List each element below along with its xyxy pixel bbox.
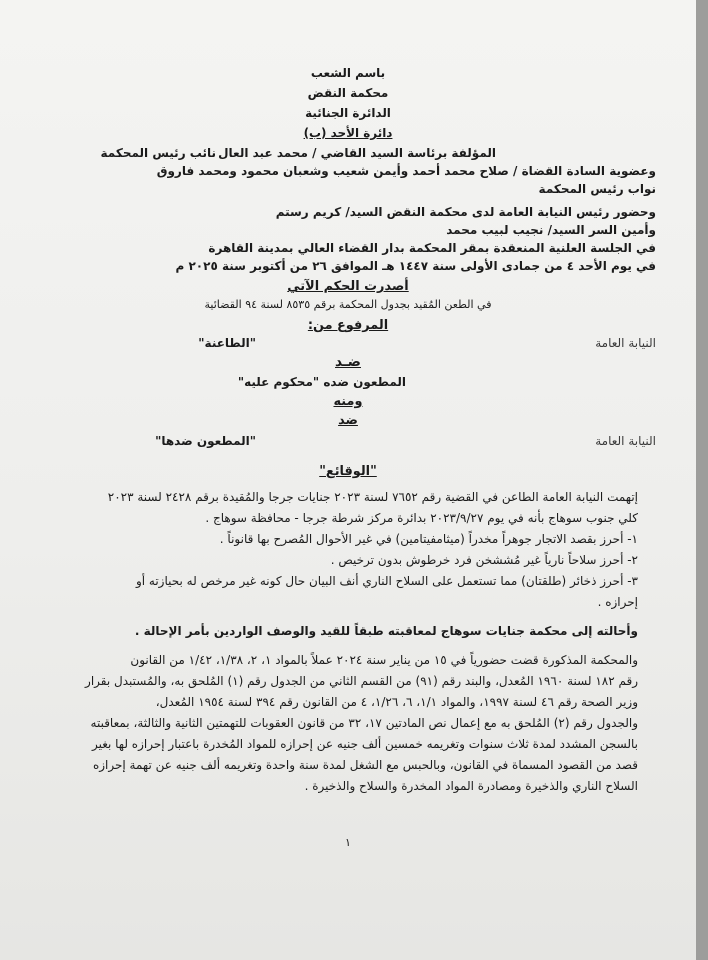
- judgment-line-1: والمحكمة المذكورة قضت حضورياً في ١٥ من يناير سنة ٢٠٢٤ عملاً بالمواد ١، ٢، ١/٣٨، ١/٤٢ من القانون: [130, 653, 638, 667]
- charge-2: ٢- أحرز سلاحاً نارياً غير مُششخن فرد خرطوش بدون ترخيص .: [330, 553, 638, 567]
- party-2-name: المطعون ضده "محكوم عليه": [237, 375, 406, 389]
- members-title: نواب رئيس المحكمة: [538, 182, 656, 196]
- facts-p1-line-1: إتهمت النيابة العامة الطاعن في القضية رقم ٧٦٥٢ لسنة ٢٠٢٣ جنايات جرجا والمُقيدة برقم ٢٤٢٨ لسنة ٢٠٢٣: [107, 490, 638, 504]
- prosecutor-line: وحضور رئيس النيابة العامة لدى محكمة النقض السيد/ كريم رستم: [275, 205, 656, 219]
- judgment-line-7: السلاح الناري والذخيرة ومصادرة المواد المخدرة والسلاح والذخيرة .: [304, 779, 638, 793]
- presiding-judge: المؤلفة برئاسة السيد القاضي / محمد عبد العال: [218, 146, 496, 160]
- party-1-name: النيابة العامة: [595, 336, 656, 350]
- session-line: في الجلسة العلنية المنعقدة بمقر المحكمة بدار القضاء العالي بمدينة القاهرة: [208, 241, 656, 255]
- judgment-line-4: والجدول رقم (٢) المُلحق به مع إعمال نص المادتين ١٧، ٣٢ من قانون العقوبات للتهمتين الثانية والثالثة، بمعاقبته: [90, 716, 638, 730]
- party-3-role: "المطعون ضدها": [155, 434, 256, 448]
- header-line-1: باسم الشعب: [310, 66, 386, 80]
- filed-by: المرفوع من:: [307, 318, 389, 333]
- charge-1: ١- أحرز بقصد الاتجار جوهراً مخدراً (ميثامفيتامين) في غير الأحوال المُصرح بها قانوناً .: [219, 532, 638, 546]
- referral-line: وأحالته إلى محكمة جنايات سوهاج لمعاقبته طبقاً للقيد والوصف الواردين بأمر الإحالة .: [134, 624, 638, 638]
- appeal-number: في الطعن المُقيد بجدول المحكمة برقم ٨٥٣٥ لسنة ٩٤ القضائية: [204, 298, 492, 311]
- page-edge-shadow: [696, 0, 708, 960]
- judgment-line-5: بالسجن المشدد لمدة ثلاث سنوات وتغريمه خمسين ألف جنيه عن إحرازه للمواد المُخدرة باعتبار إحرازه لها بغير: [91, 737, 638, 751]
- judgment-line-6: قصد من القصود المسماة في القانون، وبالحبس مع الشغل لمدة سنة واحدة وتغريمه ألف جنيه عن تهمة إحرازه: [92, 758, 638, 772]
- charge-3-line-2: إحرازه .: [597, 595, 638, 609]
- against-2: ضد: [338, 413, 358, 428]
- judgment-line-3: وزير الصحة رقم ٤٦ لسنة ١٩٩٧، والمواد ١/١، ٦، ١/٢٦، ٤ من القانون رقم ٣٩٤ لسنة ١٩٥٤ المُعدل،: [155, 695, 638, 709]
- page-number: ١: [345, 836, 351, 849]
- header-line-3: الدائرة الجنائية: [305, 106, 391, 120]
- panel-members: وعضوية السادة القضاة / صلاح محمد أحمد وأيمن شعيب وشعبان محمود ومحمد فاروق: [156, 164, 656, 178]
- ruling-heading: أصدرت الحكم الآتي: [287, 279, 409, 294]
- charge-3-line-1: ٣- أحرز ذخائر (طلقتان) مما تستعمل على السلاح الناري أنف البيان حال كونه غير مرخص له بحيازته أو: [135, 574, 638, 588]
- party-3-name: النيابة العامة: [595, 434, 656, 448]
- and-from: ومنه: [333, 394, 363, 409]
- secretary-line: وأمين السر السيد/ نجيب لبيب محمد: [446, 223, 656, 237]
- party-1-role: "الطاعنة": [198, 336, 256, 350]
- facts-heading: "الوقائع": [319, 464, 377, 479]
- judgment-line-2: رقم ١٨٢ لسنة ١٩٦٠ المُعدل، والبند رقم (٩١) من القسم الثاني من الجدول رقم (١) المُلحق به، والمُستبدل بقرار: [85, 674, 638, 688]
- header-line-2: محكمة النقض: [307, 86, 389, 100]
- session-date: في يوم الأحد ٤ من جمادى الأولى سنة ١٤٤٧ هـ الموافق ٢٦ من أكتوبر سنة ٢٠٢٥ م: [175, 259, 656, 273]
- header-line-4: دائرة الأحد (ب): [303, 126, 393, 140]
- against-1: ضـد: [335, 354, 361, 370]
- facts-p1-line-2: كلي جنوب سوهاج بأنه في يوم ٢٠٢٣/٩/٢٧ بدائرة مركز شرطة جرجا - محافظة سوهاج .: [205, 511, 638, 525]
- presiding-title: نائب رئيس المحكمة: [100, 146, 216, 160]
